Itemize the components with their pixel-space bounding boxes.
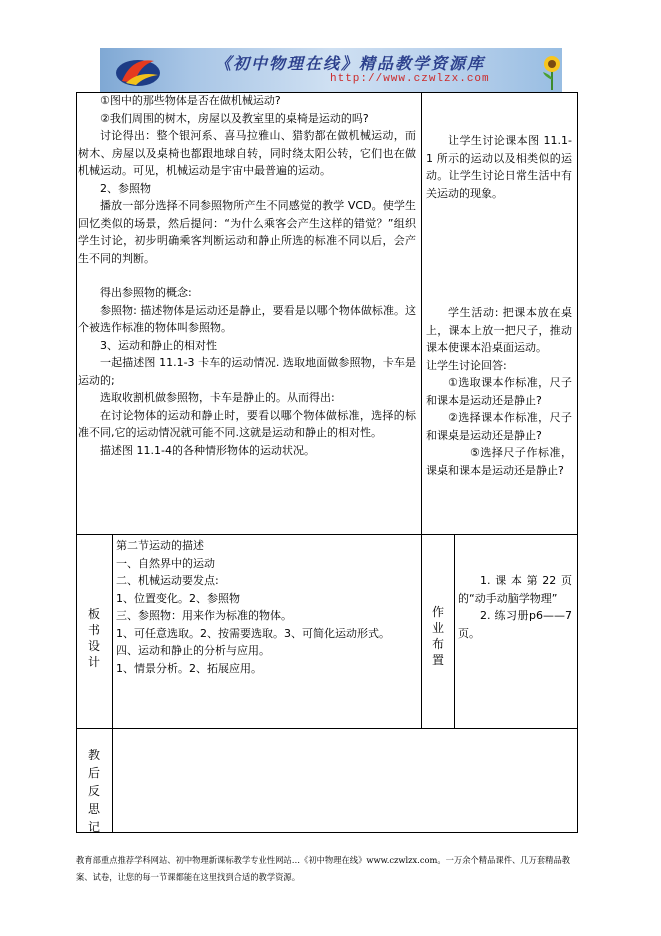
vcd-paragraph: 播放一部分选择不同参照物所产生不同感觉的教学 VCD。使学生回忆类似的场景，然后提问：“为什么乘客会产生这样的错觉？”组织学生讨论，初步明确乘客判断运动和静止所选的标准不同以后，会产生不同的判断。 bbox=[78, 199, 416, 265]
header-banner bbox=[100, 48, 562, 92]
homework-label: 作业布置 bbox=[431, 605, 444, 667]
harvester-reference: 选取收割机做参照物，卡车是静止的。从而得出: bbox=[100, 391, 335, 404]
reflection-label: 教后反思记 bbox=[87, 748, 100, 834]
homework-content: 1.课本第22页的“动手动脑学物理” 2. 练习册p6——7页。 bbox=[458, 574, 572, 640]
site-logo-icon bbox=[112, 53, 164, 89]
banner-url[interactable]: http://www.czwlzx.com bbox=[330, 73, 490, 85]
discussion-result: 讨论得出：整个银河系、喜马拉雅山、猎豹都在做机械运动，而树木、房屋以及桌椅也都跟地球自转，同时绕太阳公转，它们也在做机械运动。可见，机械运动是宇宙中最普遍的运动。 bbox=[78, 129, 416, 177]
board-content: 第二节运动的描述 一、自然界中的运动 二、机械运动要发点: 1、位置变化。2、参照物 三、参照物：用来作为标准的物体。 1、可任意选取。2、按需要选取。3、可简化运动形式。 四、运动和静止的分析与应用。 1、情景分析。2、拓展应用。 bbox=[116, 539, 390, 675]
question-2: ②我们周围的树木，房屋以及教室里的桌椅是运动的吗? bbox=[100, 111, 369, 125]
figure-description: 描述图 11.1-4的各种情形物体的运动状况。 bbox=[100, 443, 315, 457]
question-1: ①图中的那些物体是否在做机械运动? bbox=[100, 94, 281, 107]
process-text bbox=[78, 92, 416, 459]
concept-definition: 参照物: 描述物体是运动还是静止，要看是以哪个物体做标准。这个被选作标准的物体叫参照物。 bbox=[78, 303, 416, 334]
banner-title: 《初中物理在线》精品教学资源库 bbox=[215, 54, 486, 73]
section-reference: 2、参照物 bbox=[100, 181, 151, 195]
truck-description: 一起描述图 11.1-3 卡车的运动情况. 选取地面做参照物，卡车是运动的; bbox=[78, 356, 416, 387]
section-relativity: 3、运动和静止的相对性 bbox=[100, 338, 217, 352]
board-design-label: 板书设计 bbox=[87, 607, 100, 669]
sunflower-icon bbox=[540, 54, 562, 90]
lesson-table bbox=[76, 92, 578, 833]
concept-intro: 得出参照物的概念: bbox=[100, 286, 192, 299]
page-footer: 教育部重点推荐学科网站、初中物理新课标教学专业性网站…《初中物理在线》www.czwlzx.com。一万余个精品课件、几万套精品教案、试卷，让您的每一节课都能在这里找到合适的教学资源。 bbox=[76, 855, 571, 882]
activity-discussion: 让学生讨论课本图 11.1-1 所示的运动以及相类似的运动。让学生讨论日常生活中有关运动的现象。 bbox=[426, 134, 572, 200]
relativity-conclusion: 在讨论物体的运动和静止时，要看以哪个物体做标准，选择的标准不同,它的运动情况就可能不同.这就是运动和静止的相对性。 bbox=[78, 408, 416, 439]
activity-student: 学生活动: 把课本放在桌上，课本上放一把尺子，推动课本使课本沿桌面运动。 让学生讨论回答: ①选取课本作标准，尺子和课本是运动还是静止? ②选择课本作标准，尺子和课桌是运动还是静止? ⑤选择尺子作标准，课桌和课本是运动还是静止? bbox=[426, 306, 572, 477]
